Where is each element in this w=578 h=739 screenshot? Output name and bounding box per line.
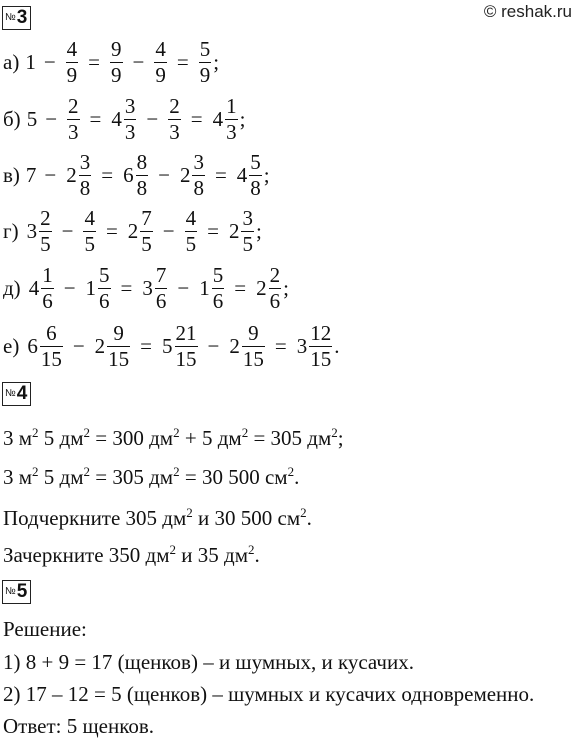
fraction bbox=[225, 93, 238, 144]
numerator: 3 bbox=[193, 149, 204, 174]
whole-part: 1 bbox=[199, 275, 210, 300]
denominator: 15 bbox=[310, 346, 332, 371]
denominator: 15 bbox=[108, 346, 130, 371]
number: ; bbox=[239, 106, 246, 131]
fraction bbox=[155, 262, 168, 313]
numerator: 4 bbox=[155, 36, 166, 61]
task-5-solution-label: Решение: bbox=[3, 617, 87, 641]
operator: − bbox=[63, 275, 76, 300]
operator: = bbox=[140, 333, 153, 358]
fraction bbox=[66, 36, 79, 87]
numerator: 1 bbox=[226, 93, 237, 118]
whole-part: 4 bbox=[212, 106, 224, 131]
whole-part: 2 bbox=[179, 162, 191, 187]
whole-part: 6 bbox=[123, 162, 134, 187]
fraction bbox=[79, 149, 92, 200]
denominator: 6 bbox=[155, 288, 167, 313]
denominator: 5 bbox=[40, 231, 51, 256]
operator: − bbox=[158, 162, 170, 187]
numerator: 3 bbox=[242, 205, 253, 230]
numerator: 5 bbox=[250, 149, 261, 174]
operator: − bbox=[177, 275, 190, 300]
whole-part: 3 bbox=[26, 218, 38, 243]
numerator: 7 bbox=[155, 262, 167, 287]
fraction bbox=[110, 36, 123, 87]
fraction bbox=[185, 205, 198, 256]
whole-part: 2 bbox=[229, 333, 240, 358]
numerator: 12 bbox=[310, 320, 332, 345]
denominator: 8 bbox=[250, 175, 261, 200]
denominator: 9 bbox=[66, 62, 78, 87]
task-5-step-1: 1) 8 + 9 = 17 (щенков) – и шумных, и кусачих. bbox=[3, 650, 414, 674]
fraction bbox=[241, 205, 254, 256]
operator: − bbox=[146, 106, 159, 131]
numerator: 2 bbox=[169, 93, 180, 118]
operator: = bbox=[214, 162, 227, 187]
equation-row bbox=[3, 203, 262, 259]
whole-part: 2 bbox=[127, 218, 139, 243]
operator: = bbox=[89, 106, 102, 131]
fraction bbox=[199, 36, 212, 87]
whole-part: 4 bbox=[111, 106, 122, 131]
item-label: а) bbox=[3, 49, 20, 74]
equation-row bbox=[3, 147, 270, 203]
numerator: 8 bbox=[136, 149, 148, 174]
numerator: 9 bbox=[113, 320, 124, 345]
numerator: 21 bbox=[175, 320, 197, 345]
operator: − bbox=[61, 218, 74, 243]
numerator: 4 bbox=[66, 36, 78, 61]
task-4-line-3: Подчеркните 305 $дм^2$ и 30 500 $см^2$. bbox=[3, 505, 312, 530]
denominator: 15 bbox=[40, 346, 62, 371]
number: ; bbox=[263, 162, 270, 187]
fraction bbox=[175, 320, 198, 371]
operator: = bbox=[207, 218, 219, 243]
numerator: 2 bbox=[40, 205, 51, 230]
fraction bbox=[269, 262, 282, 313]
numerator: 5 bbox=[199, 36, 211, 61]
item-label: в) bbox=[3, 162, 20, 187]
denominator: 5 bbox=[242, 231, 253, 256]
fraction bbox=[249, 149, 262, 200]
item-label: г) bbox=[3, 218, 19, 243]
fraction bbox=[168, 93, 181, 144]
denominator: 8 bbox=[193, 175, 204, 200]
item-label: е) bbox=[3, 333, 20, 358]
whole-part: 1 bbox=[85, 275, 97, 300]
operator: − bbox=[72, 333, 85, 358]
operator: = bbox=[88, 49, 101, 74]
denominator: 3 bbox=[169, 119, 180, 144]
denominator: 3 bbox=[124, 119, 136, 144]
numerator: 7 bbox=[141, 205, 152, 230]
operator: = bbox=[176, 49, 189, 74]
denominator: 9 bbox=[199, 62, 211, 87]
item-label: б) bbox=[3, 106, 21, 131]
denominator: 9 bbox=[111, 62, 122, 87]
number: ; bbox=[283, 275, 289, 300]
denominator: 5 bbox=[141, 231, 152, 256]
fraction bbox=[39, 205, 52, 256]
equation-row bbox=[3, 91, 245, 147]
denominator: 5 bbox=[84, 231, 95, 256]
whole-part: 5 bbox=[162, 333, 173, 358]
whole-part: 3 bbox=[142, 275, 153, 300]
task-4-line-2: 3 $м^2$ 5 $дм^2 = 305$ $дм^2 = 30$ 500 $см^2$. bbox=[3, 464, 300, 489]
fraction bbox=[124, 93, 137, 144]
fraction bbox=[107, 320, 130, 371]
numerator: 4 bbox=[84, 205, 95, 230]
number: 1 bbox=[25, 49, 36, 74]
number: . bbox=[334, 333, 340, 358]
numerator: 4 bbox=[185, 205, 197, 230]
fraction bbox=[154, 36, 167, 87]
denominator: 6 bbox=[212, 288, 224, 313]
operator: − bbox=[43, 49, 56, 74]
operator: = bbox=[234, 275, 247, 300]
whole-part: 2 bbox=[228, 218, 240, 243]
whole-part: 6 bbox=[27, 333, 38, 358]
denominator: 6 bbox=[42, 288, 53, 313]
numerator: 2 bbox=[68, 93, 79, 118]
operator: = bbox=[274, 333, 287, 358]
task-4-line-1: 3 $м^2$ 5 $дм^2 = 300$ $дм^2 + 5$ $дм^2 = 305$ $дм^2$; bbox=[3, 425, 344, 450]
whole-part: 2 bbox=[66, 162, 77, 187]
fraction bbox=[40, 320, 63, 371]
operator: = bbox=[190, 106, 203, 131]
denominator: 3 bbox=[68, 119, 79, 144]
fraction bbox=[309, 320, 332, 371]
denominator: 6 bbox=[269, 288, 281, 313]
numerator: 5 bbox=[212, 262, 224, 287]
numerator: 1 bbox=[42, 262, 53, 287]
number: 7 bbox=[25, 162, 37, 187]
numerator: 3 bbox=[79, 149, 91, 174]
denominator: 3 bbox=[226, 119, 237, 144]
operator: − bbox=[132, 49, 145, 74]
task-4-line-4: Зачеркните 350 $дм^2$ и 35 $дм^2$. bbox=[3, 542, 260, 567]
fraction bbox=[83, 205, 96, 256]
number: ; bbox=[255, 218, 262, 243]
equation-row bbox=[3, 318, 339, 374]
fraction bbox=[98, 262, 111, 313]
denominator: 8 bbox=[79, 175, 91, 200]
whole-part: 2 bbox=[256, 275, 267, 300]
whole-part: 3 bbox=[296, 333, 308, 358]
denominator: 15 bbox=[242, 346, 264, 371]
operator: − bbox=[207, 333, 220, 358]
fraction bbox=[67, 93, 80, 144]
fraction bbox=[212, 262, 225, 313]
operator: = bbox=[105, 218, 118, 243]
numerator: 6 bbox=[46, 320, 57, 345]
fraction bbox=[136, 149, 149, 200]
task-5-answer: Ответ: 5 щенков. bbox=[3, 714, 154, 738]
whole-part: 4 bbox=[236, 162, 248, 187]
fraction bbox=[140, 205, 153, 256]
equation-row bbox=[3, 34, 219, 90]
numerator: 2 bbox=[269, 262, 281, 287]
numerator: 3 bbox=[124, 93, 136, 118]
number: 5 bbox=[26, 106, 38, 131]
task-number-3: №3 bbox=[2, 6, 31, 30]
numerator: 5 bbox=[99, 262, 110, 287]
whole-part: 4 bbox=[28, 275, 40, 300]
number: ; bbox=[213, 49, 220, 74]
operator: − bbox=[44, 162, 57, 187]
denominator: 6 bbox=[99, 288, 110, 313]
numerator: 9 bbox=[248, 320, 259, 345]
task-5-step-2: 2) 17 – 12 = 5 (щенков) – шумных и кусачих одновременно. bbox=[3, 682, 535, 706]
operator: = bbox=[101, 162, 114, 187]
fraction bbox=[41, 262, 54, 313]
operator: = bbox=[120, 275, 133, 300]
fraction bbox=[192, 149, 205, 200]
operator: − bbox=[45, 106, 58, 131]
denominator: 15 bbox=[175, 346, 197, 371]
denominator: 9 bbox=[155, 62, 166, 87]
item-label: д) bbox=[3, 275, 21, 300]
denominator: 8 bbox=[136, 175, 148, 200]
numerator: 9 bbox=[111, 36, 122, 61]
denominator: 5 bbox=[185, 231, 197, 256]
equation-row bbox=[3, 260, 289, 316]
fraction bbox=[242, 320, 265, 371]
task-number-5: №5 bbox=[2, 580, 31, 604]
task-number-4: №4 bbox=[2, 382, 31, 406]
operator: − bbox=[162, 218, 175, 243]
whole-part: 2 bbox=[94, 333, 106, 358]
watermark: © reshak.ru bbox=[483, 2, 572, 21]
